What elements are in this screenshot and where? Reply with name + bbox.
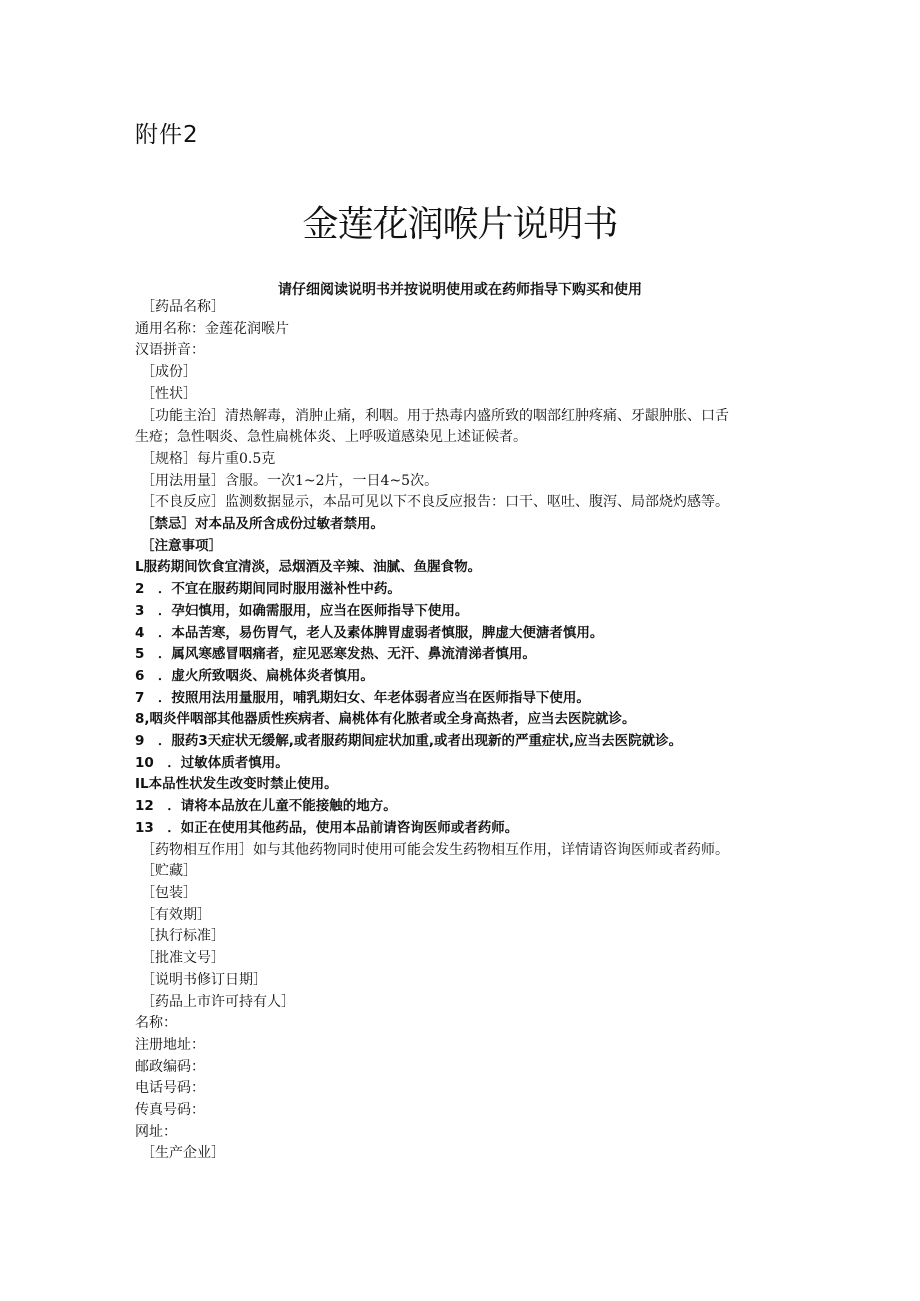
precaution-item: 13 ．如正在使用其他药品，使用本品前请咨询医师或者药师。 <box>135 819 519 836</box>
holder-name-line: 名称： <box>135 1015 177 1032</box>
section-drug-interactions: ［药物相互作用］如与其他药物同时使用可能会发生药物相互作用，详情请咨询医师或者药师。 <box>141 841 729 858</box>
section-indications: ［功能主治］清热解毒，消肿止痛，利咽。用于热毒内盛所致的咽部红肿疼痛、牙龈肿胀、口舌 <box>141 407 729 424</box>
holder-website-line: 网址： <box>135 1123 177 1140</box>
section-license-holder: ［药品上市许可持有人］ <box>141 993 295 1010</box>
precaution-item: 6 ．虚火所致咽炎、扁桃体炎者慎用。 <box>135 667 374 684</box>
precaution-item: 5 ．属风寒感冒咽痛者，症见恶寒发热、无汗、鼻流清涕者慎用。 <box>135 646 536 663</box>
precaution-item: 12 ．请将本品放在儿童不能接触的地方。 <box>135 798 397 815</box>
precaution-item: 10 ．过敏体质者慎用。 <box>135 754 289 771</box>
precaution-item: 7 ．按照用法用量服用，哺乳期妇女、年老体弱者应当在医师指导下使用。 <box>135 689 590 706</box>
document-title: 金莲花润喉片说明书 <box>302 204 618 245</box>
precaution-item: L服药期间饮食宜清淡，忌烟酒及辛辣、油腻、鱼腥食物。 <box>135 559 482 576</box>
pinyin-line: 汉语拼音： <box>135 342 205 359</box>
section-validity: ［有效期］ <box>141 906 211 923</box>
annex-label: 附件2 <box>135 122 199 148</box>
section-adverse-reactions: ［不良反应］监测数据显示，本品可见以下不良反应报告：口干、呕吐、腹泻、局部烧灼感等。 <box>141 494 729 511</box>
section-specification: ［规格］每片重0.5克 <box>141 450 276 467</box>
section-contraindications: ［禁忌］对本品及所含成份过敏者禁用。 <box>141 516 384 533</box>
holder-phone-line: 电话号码： <box>135 1080 205 1097</box>
holder-address-line: 注册地址： <box>135 1036 205 1053</box>
section-manufacturer: ［生产企业］ <box>141 1145 225 1162</box>
precaution-item: 9 ．服药3天症状无缓解,或者服药期间症状加重,或者出现新的严重症状,应当去医院就诊。 <box>135 733 683 750</box>
precaution-item: 8,咽炎伴咽部其他器质性疾病者、扁桃体有化脓者或全身高热者，应当去医院就诊。 <box>135 711 636 728</box>
section-packaging: ［包装］ <box>141 884 197 901</box>
section-precautions: ［注意事项］ <box>141 537 222 554</box>
section-description: ［性状］ <box>141 385 197 402</box>
section-storage: ［贮藏］ <box>141 863 197 880</box>
section-drug-name: ［药品名称］ <box>141 299 225 315</box>
precaution-item: 4 ．本品苦寒，易伤胃气，老人及素体脾胃虚弱者慎服，脾虚大便溏者慎用。 <box>135 624 604 641</box>
document-body <box>135 297 815 1165</box>
holder-postcode-line: 邮政编码： <box>135 1058 205 1075</box>
section-approval-number: ［批准文号］ <box>141 950 225 967</box>
section-revision-date: ［说明书修订日期］ <box>141 971 267 988</box>
precaution-item: IL本品性状发生改变时禁止使用。 <box>135 776 338 793</box>
section-ingredients: ［成份］ <box>141 364 197 381</box>
holder-fax-line: 传真号码： <box>135 1102 205 1119</box>
indications-continued: 生疮；急性咽炎、急性扁桃体炎、上呼吸道感染见上述证候者。 <box>135 429 527 446</box>
precaution-item: 2 ．不宜在服药期间同时服用滋补性中药。 <box>135 581 401 598</box>
generic-name-line: 通用名称：金莲花润喉片 <box>135 320 289 337</box>
section-standard: ［执行标准］ <box>141 928 225 945</box>
section-dosage: ［用法用量］含服。一次1~2片，一日4~5次。 <box>141 472 439 489</box>
precaution-item: 3 ．孕妇慎用，如确需服用，应当在医师指导下使用。 <box>135 602 469 619</box>
document-subtitle: 请仔细阅读说明书并按说明使用或在药师指导下购买和使用 <box>278 282 642 298</box>
